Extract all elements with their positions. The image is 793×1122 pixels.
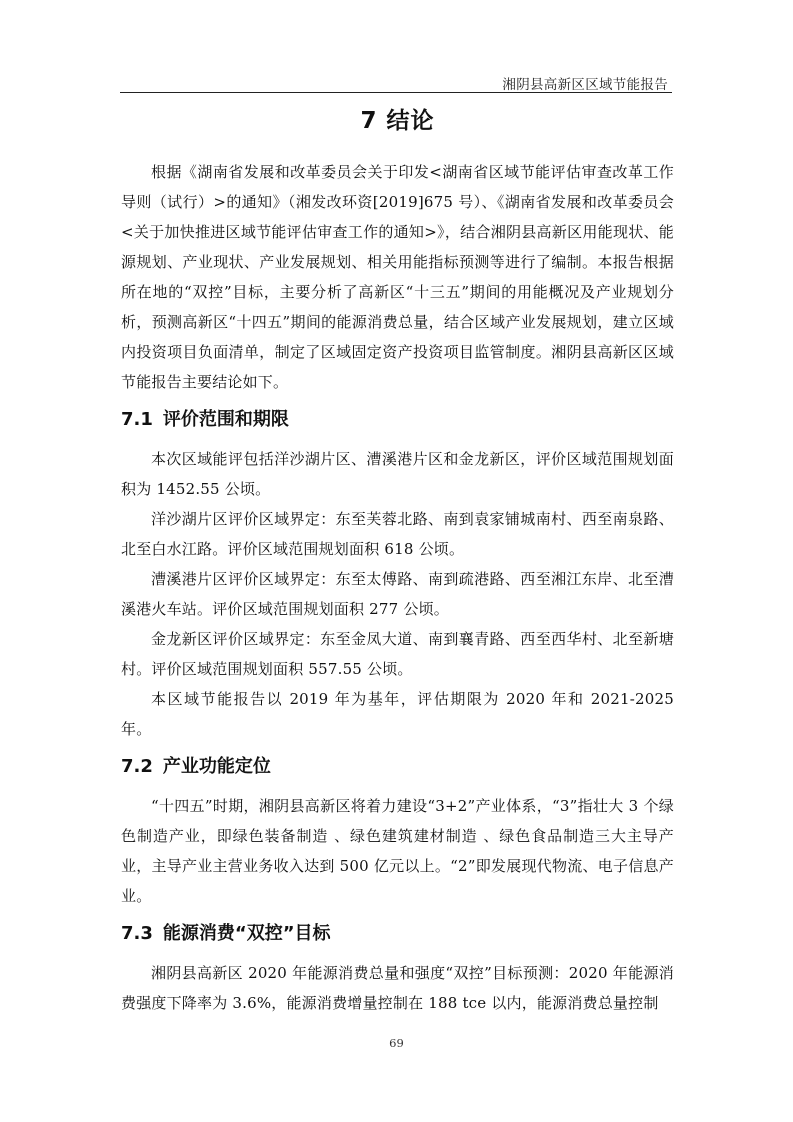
section-paragraph: “十四五”时期，湘阴县高新区将着力建设“3+2”产业体系，“3”指壮大 3 个绿色制造产业，即绿色装备制造 、绿色建筑建材制造 、绿色食品制造三大主导产业，主导产业主营业务收入达到 500 亿元以上。“2”即发展现代物流、电子信息产业。 — [121, 797, 674, 905]
section-title: 评价范围和期限 — [162, 409, 289, 430]
header-title: 湘阴县高新区区域节能报告 — [502, 77, 668, 93]
page-content — [121, 98, 674, 1018]
section-paragraph: 洋沙湖片区评价区域界定：东至芙蓉北路、南到袁家铺城南村、西至南泉路、北至白水江路。评价区域范围规划面积 618 公顷。 — [121, 510, 674, 558]
section-number: 7.1 — [121, 409, 153, 430]
section-title: 能源消费“双控”目标 — [162, 923, 331, 944]
section-number: 7.3 — [121, 923, 153, 944]
section-paragraph: 金龙新区评价区域界定：东至金凤大道、南到襄青路、西至西华村、北至新塘村。评价区域范围规划面积 557.55 公顷。 — [121, 630, 674, 678]
section-paragraph: 本区域节能报告以 2019 年为基年，评估期限为 2020 年和 2021-2025 年。 — [121, 690, 674, 738]
section-paragraph: 漕溪港片区评价区域界定：东至太傅路、南到疏港路、西至湘江东岸、北至漕溪港火车站。评价区域范围规划面积 277 公顷。 — [121, 570, 674, 618]
section-heading-7-1 — [121, 406, 674, 434]
section-heading-7-3 — [121, 920, 674, 948]
section-title: 产业功能定位 — [162, 756, 271, 777]
section-number: 7.2 — [121, 756, 153, 777]
section-heading-7-2 — [121, 753, 674, 781]
page-header — [120, 72, 672, 93]
page-number: 69 — [389, 1036, 404, 1050]
chapter-title: 7 结论 — [360, 108, 435, 134]
chapter-intro-paragraph: 根据《湖南省发展和改革委员会关于印发<湖南省区域节能评估审查改革工作导则（试行）>的通知》（湘发改环资[2019]675 号）、《湖南省发展和改革委员会<关于加快推进区域节能评估审查工作的通知>》，结合湘阴县高新区用能现状、能源规划、产业现状、产业发展规划、相关用能指标预测等进行了编制。本报告根据所在地的“双控”目标，主要分析了高新区“十三五”期间的用能概况及产业规划分析，预测高新区“十四五”期间的能源消费总量，结合区域产业发展规划，建立区域内投资项目负面清单，制定了区域固定资产投资项目监管制度。湘阴县高新区区域节能报告主要结论如下。 — [121, 163, 674, 391]
section-paragraph: 湘阴县高新区 2020 年能源消费总量和强度“双控”目标预测：2020 年能源消费强度下降率为 3.6%，能源消费增量控制在 188 tce 以内，能源消费总量控制 — [121, 964, 674, 1012]
section-paragraph: 本次区域能评包括洋沙湖片区、漕溪港片区和金龙新区，评价区域范围规划面积为 1452.55 公顷。 — [121, 450, 674, 498]
